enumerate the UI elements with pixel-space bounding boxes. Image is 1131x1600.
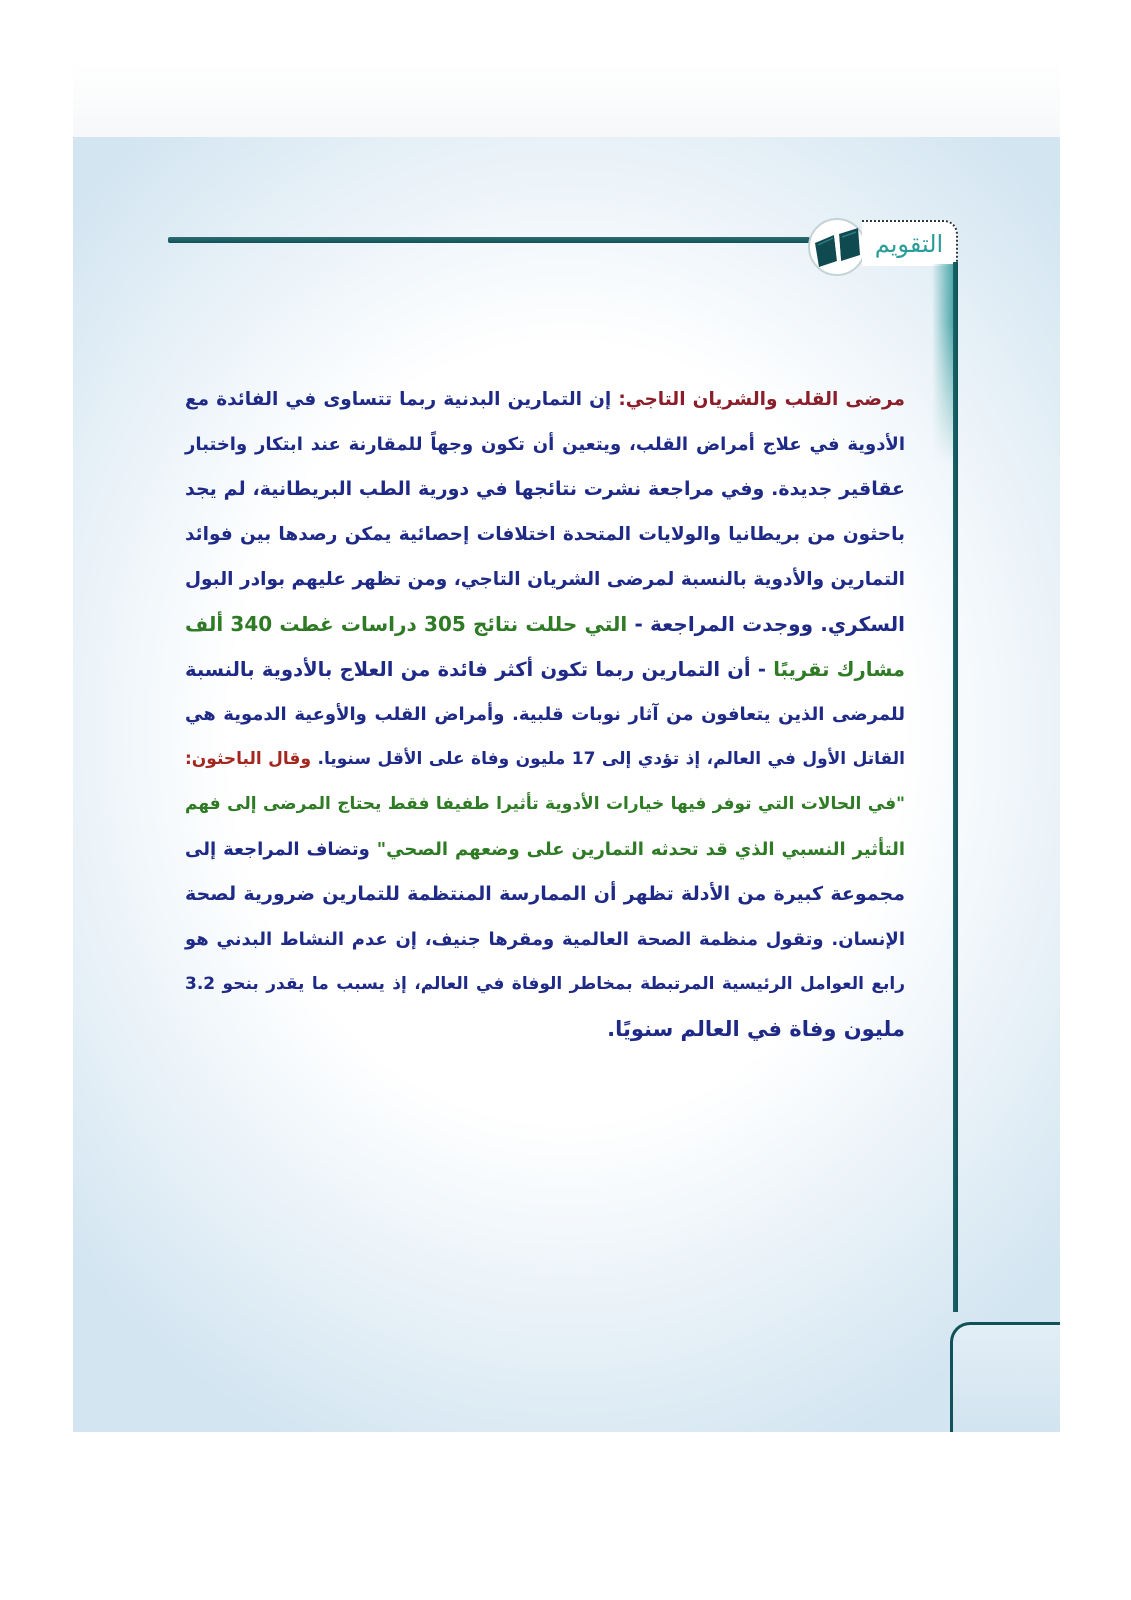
quote-text: التأثير النسبي الذي قد تحدثه التمارين على وضعهم الصحي" — [376, 839, 905, 860]
text-line — [185, 827, 905, 872]
body-text: إن التمارين البدنية ربما تتساوى في الفائدة مع — [185, 389, 612, 410]
text-line — [185, 512, 905, 557]
page-number-tab — [950, 1322, 1060, 1432]
header-rule — [168, 237, 810, 243]
text-line — [185, 422, 905, 467]
body-text: باحثون من بريطانيا والولايات المتحدة اختلافات إحصائية يمكن رصدها بين فوائد — [185, 524, 905, 545]
body-text: مجموعة كبيرة من الأدلة تظهر أن الممارسة المنتظمة للتمارين ضرورية لصحة — [185, 883, 905, 905]
text-line — [185, 377, 905, 422]
section-tab — [862, 220, 958, 266]
text-line — [185, 602, 905, 647]
text-line — [185, 782, 905, 827]
body-text: القاتل الأول في العالم، إذ تؤدي إلى 17 مليون وفاة على الأقل سنويا. — [317, 749, 906, 769]
body-text: التمارين والأدوية بالنسبة لمرضى الشريان التاجي، ومن تظهر عليهم بوادر البول — [185, 569, 905, 590]
body-text: الإنسان. وتقول منظمة الصحة العالمية ومقرها جنيف، إن عدم النشاط البدني هو — [185, 929, 905, 950]
text-line — [185, 962, 905, 1007]
text-line — [185, 917, 905, 962]
text-line — [185, 692, 905, 737]
book-icon — [806, 216, 868, 278]
text-line — [185, 1007, 905, 1052]
highlight-text: مشارك تقريبًا — [773, 658, 906, 681]
quote-attribution: وقال الباحثون: — [185, 749, 312, 769]
vertical-rule — [953, 262, 958, 1312]
article-body — [185, 377, 905, 1052]
text-line — [185, 467, 905, 512]
accent-glow — [932, 264, 953, 464]
text-line — [185, 737, 905, 782]
section-title: التقويم — [874, 230, 944, 258]
body-text: عقاقير جديدة. وفي مراجعة نشرت نتائجها في دورية الطب البريطانية، لم يجد — [185, 478, 905, 500]
top-margin-band — [73, 62, 1060, 137]
body-text: رابع العوامل الرئيسية المرتبطة بمخاطر الوفاة في العالم، إذ يسبب ما يقدر بنحو 3.2 — [185, 974, 905, 994]
text-line — [185, 647, 905, 692]
body-text: السكري. ووجدت المراجعة - — [634, 612, 905, 636]
text-line — [185, 557, 905, 602]
paragraph-heading: مرضى القلب والشريان التاجي: — [618, 389, 905, 410]
body-text: مليون وفاة في العالم سنويًا. — [607, 1017, 905, 1041]
body-text: وتضاف المراجعة إلى — [185, 839, 370, 860]
highlight-text: التي حللت نتائج 305 دراسات غطت 340 ألف — [185, 612, 628, 636]
quote-text: "في الحالات التي توفر فيها خيارات الأدوية تأثيرا طفيفا فقط يحتاج المرضى إلى فهم — [185, 794, 905, 814]
text-line — [185, 872, 905, 917]
body-text: الأدوية في علاج أمراض القلب، ويتعين أن تكون وجهاً للمقارنة عند ابتكار واختبار — [185, 434, 905, 455]
body-text: للمرضى الذين يتعافون من آثار نوبات قلبية. وأمراض القلب والأوعية الدموية هي — [185, 704, 905, 725]
body-text: - أن التمارين ربما تكون أكثر فائدة من العلاج بالأدوية بالنسبة — [185, 658, 766, 681]
